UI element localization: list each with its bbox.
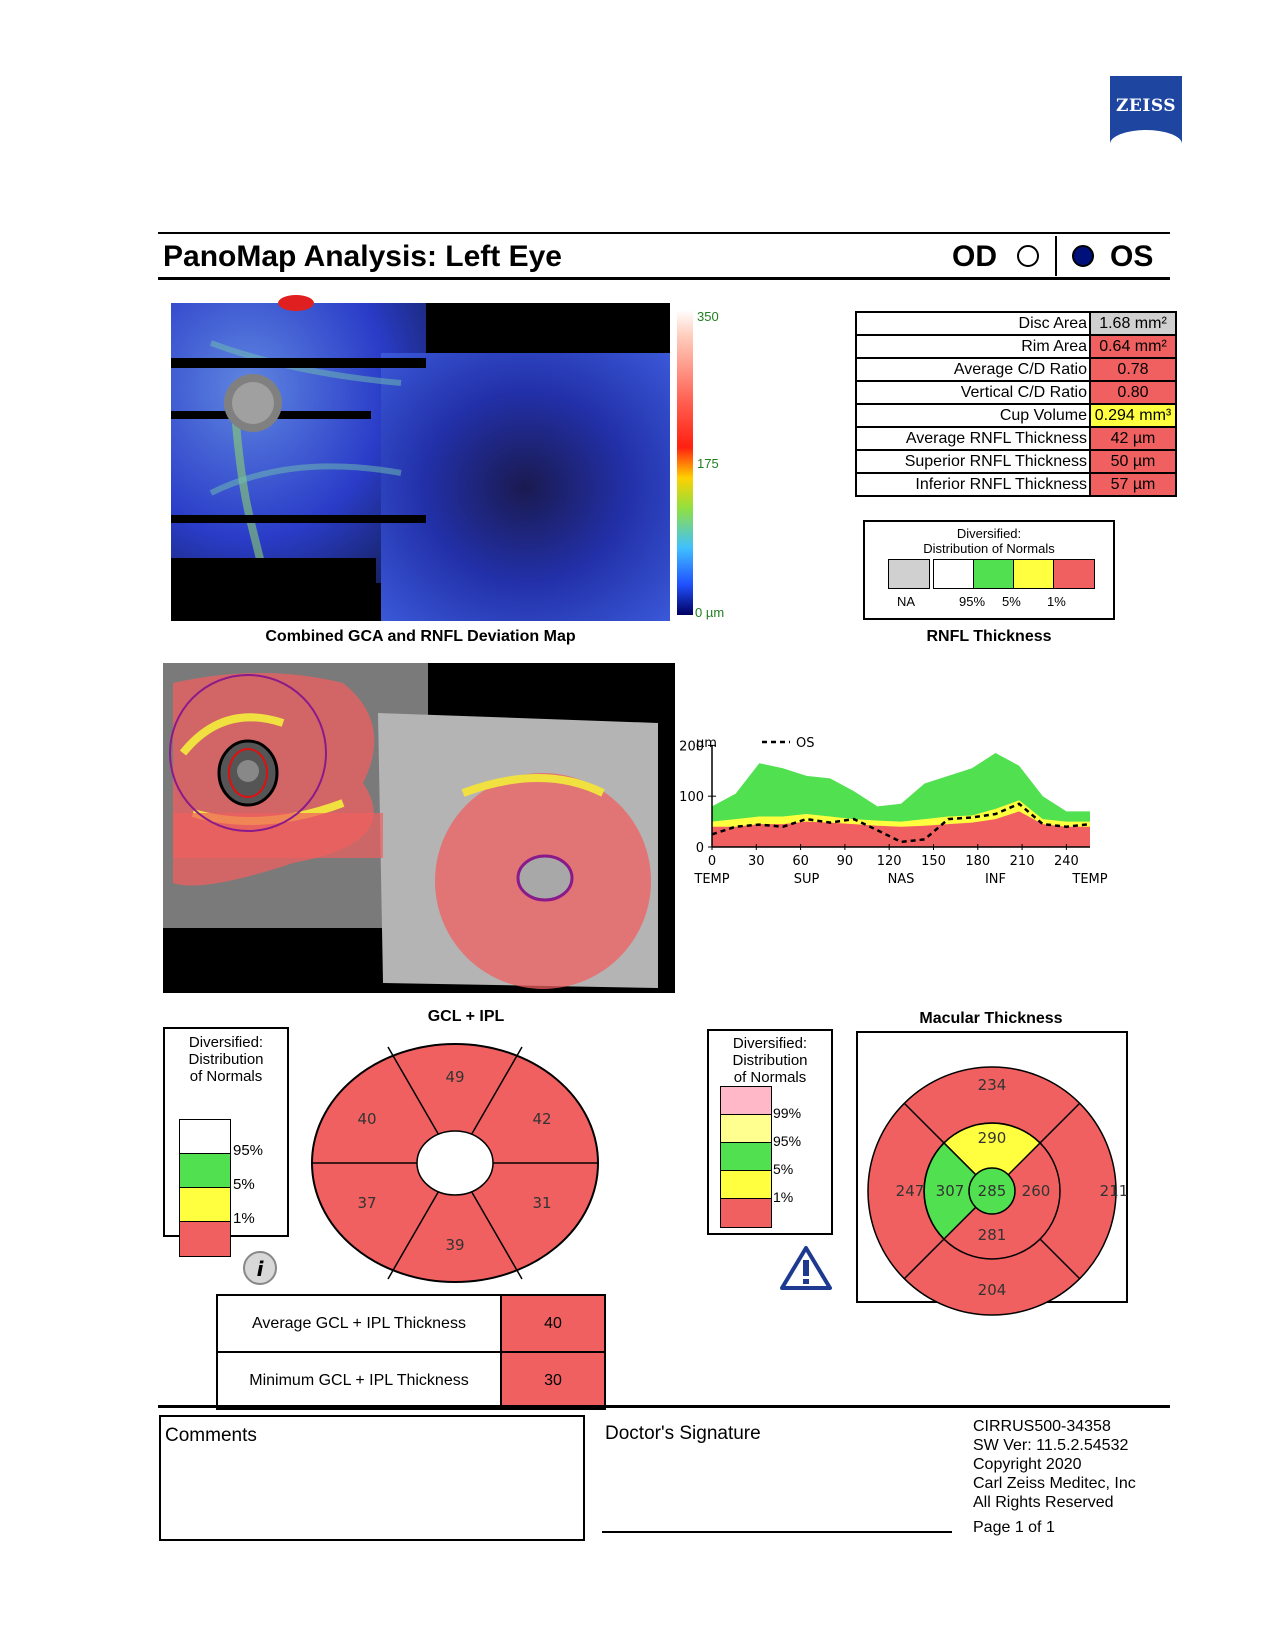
os-radio-selected-icon [1072,245,1094,267]
stat-value: 0.64 mm² [1090,335,1176,358]
gcl-ipl-fundus-map [163,663,675,993]
device-info: CIRRUS500-34358 SW Ver: 11.5.2.54532 Copyright 2020 Carl Zeiss Meditec, Inc All Rights Reserved Page 1 of 1 [973,1418,1136,1536]
gcl-normals-legend: Diversified: Distribution of Normals 95% 5% 1% [163,1027,289,1237]
stats-row [856,358,1176,381]
gcl-superotemporal-value: 40 [357,1110,377,1128]
gcl-summary-table [216,1294,606,1410]
y-tick-label: 100 [679,790,704,806]
stats-row [856,473,1176,496]
gcl-sector-map [310,1042,600,1284]
x-tick-label: 60 [792,854,809,869]
x-tick-label: 30 [748,854,765,869]
min-gcl-value: 30 [501,1352,605,1409]
footer-rule [158,1405,1170,1408]
x-tick-label: 210 [1009,854,1035,869]
stat-value: 0.80 [1090,381,1176,404]
svg-text:i: i [256,1257,264,1281]
gcl-inferonasal-value: 31 [532,1194,552,1212]
x-region-label: SUP [793,872,820,887]
na-swatch [888,559,930,589]
macular-outer-inferior-value: 204 [977,1281,1007,1299]
x-tick-label: 240 [1053,854,1079,869]
x-tick-label: 0 [707,854,717,869]
rnfl-thickness-caption: RNFL Thickness [926,628,1052,645]
signature-label: Doctor's Signature [605,1423,761,1444]
macular-normals-legend: Diversified: Distribution of Normals 99% 95% 5% 1% [707,1029,833,1235]
gcl-superonasal-value: 42 [532,1110,552,1128]
od-radio-icon [1017,245,1039,267]
stats-row [856,335,1176,358]
deviation-map-caption: Combined GCA and RNFL Deviation Map [265,628,576,645]
stat-value: 1.68 mm² [1090,312,1176,335]
macular-inner-temporal-value: 307 [935,1182,965,1200]
stat-label: Disc Area [856,312,1090,335]
header-bottom-rule [158,277,1170,280]
normal-swatch [933,559,975,589]
comments-box[interactable] [159,1415,585,1541]
stat-label: Cup Volume [856,404,1090,427]
macular-outer-temporal-value: 247 [895,1182,925,1200]
macular-etdrs-grid [856,1031,1128,1303]
x-tick-label: 90 [836,854,854,869]
stat-label: Average C/D Ratio [856,358,1090,381]
stat-label: Average RNFL Thickness [856,427,1090,450]
gcl-ipl-caption: GCL + IPL [427,1008,505,1025]
macular-inner-superior-value: 290 [977,1129,1007,1147]
p5-swatch [973,559,1015,589]
comments-label: Comments [165,1425,257,1446]
x-region-label: TEMP [694,872,730,887]
tsnit-chart [679,730,1130,930]
info-icon[interactable] [242,1250,278,1286]
stats-row [856,381,1176,404]
x-tick-label: 120 [876,854,902,869]
stat-value: 50 µm [1090,450,1176,473]
page-number: Page 1 of 1 [973,1519,1055,1536]
macular-outer-nasal-value: 211 [1099,1182,1129,1200]
stat-value: 42 µm [1090,427,1176,450]
thickness-color-scale [677,310,693,615]
macular-center-value: 285 [977,1182,1007,1200]
x-tick-label: 150 [921,854,946,869]
x-tick-label: 180 [965,854,991,869]
stats-row [856,427,1176,450]
deviation-map [171,303,670,621]
min-gcl-label: Minimum GCL + IPL Thickness [217,1352,501,1409]
signature-line[interactable] [602,1531,952,1533]
scale-mid-label: 175 [697,456,719,471]
stat-value: 57 µm [1090,473,1176,496]
y-unit-label: µm [696,736,717,751]
gcl-inferotemporal-value: 37 [357,1194,377,1212]
optic-disc-stats-table [855,311,1177,497]
eye-divider [1055,236,1057,276]
report-title: PanoMap Analysis: Left Eye [163,240,562,273]
p1-swatch [1013,559,1055,589]
scale-bottom-label: 0 µm [695,605,725,620]
stat-label: Superior RNFL Thickness [856,450,1090,473]
macular-inner-nasal-value: 260 [1021,1182,1051,1200]
legend-label: OS [796,736,815,751]
rnfl-normals-legend: Diversified: Distribution of Normals NA 95% 5% 1% [863,520,1115,620]
zeiss-logo: ZEISS [1110,76,1182,144]
macular-outer-superior-value: 234 [977,1076,1007,1094]
stat-label: Rim Area [856,335,1090,358]
stat-value: 0.294 mm³ [1090,404,1176,427]
avg-gcl-label: Average GCL + IPL Thickness [217,1295,501,1352]
stats-row [856,312,1176,335]
x-region-label: NAS [887,872,915,887]
od-label: OD [952,240,997,273]
header-top-rule [158,232,1170,234]
gcl-inferior-value: 39 [445,1236,465,1254]
scale-top-label: 350 [697,309,719,324]
y-tick-label: 0 [695,841,704,856]
below-p1-swatch [1053,559,1095,589]
warning-icon[interactable] [780,1245,832,1291]
stats-row [856,404,1176,427]
stats-row [856,450,1176,473]
os-label: OS [1110,240,1154,273]
gcl-superior-value: 49 [445,1068,465,1086]
x-region-label: TEMP [1072,872,1108,887]
macular-caption: Macular Thickness [919,1010,1063,1027]
stat-label: Inferior RNFL Thickness [856,473,1090,496]
macular-inner-inferior-value: 281 [977,1226,1007,1244]
y-tick-label: 200 [679,739,704,755]
x-region-label: INF [984,872,1007,887]
avg-gcl-value: 40 [501,1295,605,1352]
stat-value: 0.78 [1090,358,1176,381]
stat-label: Vertical C/D Ratio [856,381,1090,404]
